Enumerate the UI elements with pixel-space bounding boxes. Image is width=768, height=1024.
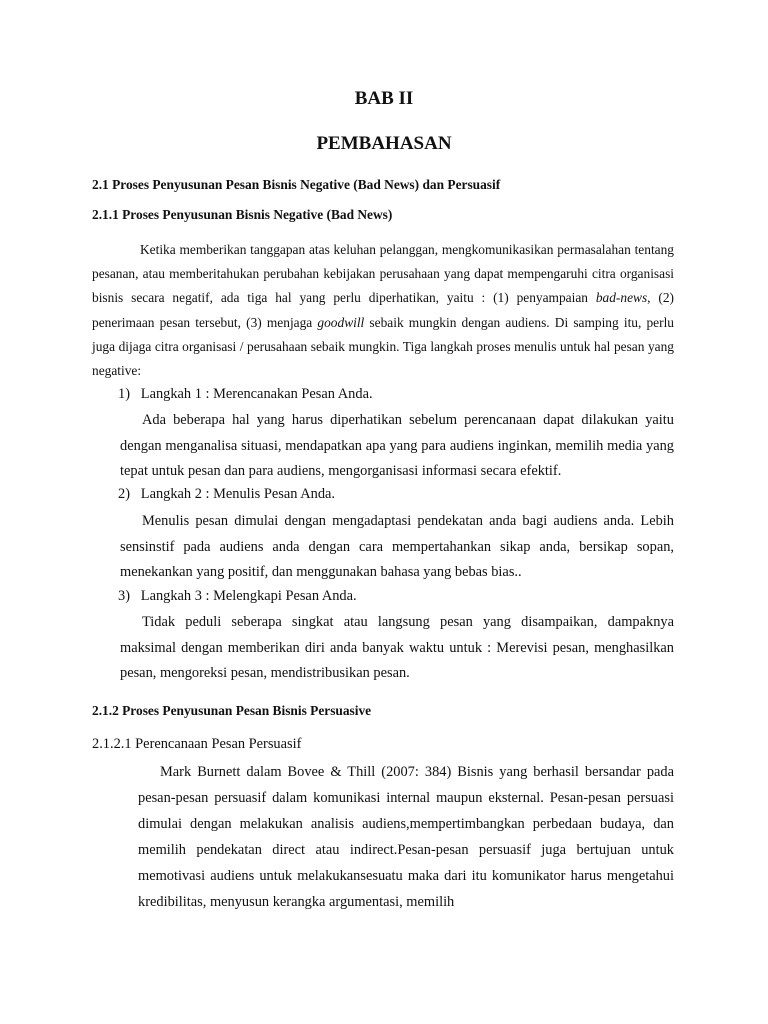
section-2-1-2-1-paragraph	[138, 759, 674, 915]
chapter-title: PEMBAHASAN	[316, 133, 452, 154]
section-2-1-2-1-heading: 2.1.2.1 Perencanaan Pesan Persuasif	[92, 736, 302, 752]
step-2-body: Menulis pesan dimulai dengan mengadaptasi pendekatan anda bagi audiens anda. Lebih sensinstif pada audiens anda dengan cara mempertahankan sikap anda, bersikap sopan, menekankan yang positif, dan menggunakan bahasa yang bebas bias..	[120, 513, 674, 580]
paragraph-italic-goodwill: goodwill	[317, 314, 365, 330]
section-2-1-2-heading: 2.1.2 Proses Penyusunan Pesan Bisnis Persuasive	[92, 703, 372, 718]
section-2-1-heading: 2.1 Proses Penyusunan Pesan Bisnis Negative (Bad News) dan Persuasif	[92, 177, 501, 192]
section-2-1-2-1-body: Mark Burnett dalam Bovee & Thill (2007: 384) Bisnis yang berhasil bersandar pada pesan-pesan persuasif dalam komunikasi internal maupun eksternal. Pesan-pesan persuasi dimulai dengan melakukan analisis audiens,mempertimbangkan perbedaan budaya, dan memilih pendekatan direct atau indirect.Pesan-pesan persuasif juga bertujuan untuk memotivasi audiens untuk melakukansesuatu maka dari itu komunikator harus mengetahui kredibilitas, menyusun kerangka argumentasi, memilih	[138, 764, 674, 910]
section-2-1-1-heading: 2.1.1 Proses Penyusunan Bisnis Negative (Bad News)	[92, 207, 393, 222]
section-2-1-1-paragraph	[92, 238, 674, 383]
step-2-text	[120, 509, 674, 586]
paragraph-text-1: Ketika memberikan tanggapan atas keluhan pelanggan, mengkomunikasikan permasalahan tentang pesanan, atau memberitahukan perubahan kebijakan perusahaan yang dapat mempengaruhi citra organisasi bisnis secara negatif, ada tiga hal yang perlu diperhatikan, yaitu : (1) penyampaian	[92, 242, 674, 306]
step-1-body: Ada beberapa hal yang harus diperhatikan sebelum perencanaan dapat dilakukan yaitu dengan menganalisa situasi, mendapatkan apa yang para audiens inginkan, memilih media yang tepat untuk pesan dan para audiens, mengorganisasi informasi secara efektif.	[120, 412, 674, 479]
paragraph-italic-bad-news: bad-news	[595, 290, 648, 306]
step-1-text	[120, 408, 674, 485]
paragraph-text-3: sebaik mungkin dengan audiens. Di samping itu, perlu juga dijaga citra organisasi / perusahaan sebaik mungkin. Tiga langkah proses menulis untuk hal pesan yang negative:	[92, 314, 674, 379]
step-3-text	[120, 610, 674, 687]
paragraph-text-2: , (2) penerimaan pesan tersebut, (3) menjaga	[92, 290, 675, 330]
step-1-title: 1) Langkah 1 : Merencanakan Pesan Anda.	[118, 386, 373, 402]
chapter-number: BAB II	[354, 88, 414, 109]
step-2-title: 2) Langkah 2 : Menulis Pesan Anda.	[118, 486, 336, 502]
step-3-body: Tidak peduli seberapa singkat atau langsung pesan yang disampaikan, dampaknya maksimal dengan memberikan diri anda banyak waktu untuk : Merevisi pesan, menghasilkan pesan, mengoreksi pesan, mendistribusikan pesan.	[120, 614, 674, 681]
step-3-title: 3) Langkah 3 : Melengkapi Pesan Anda.	[118, 588, 357, 604]
